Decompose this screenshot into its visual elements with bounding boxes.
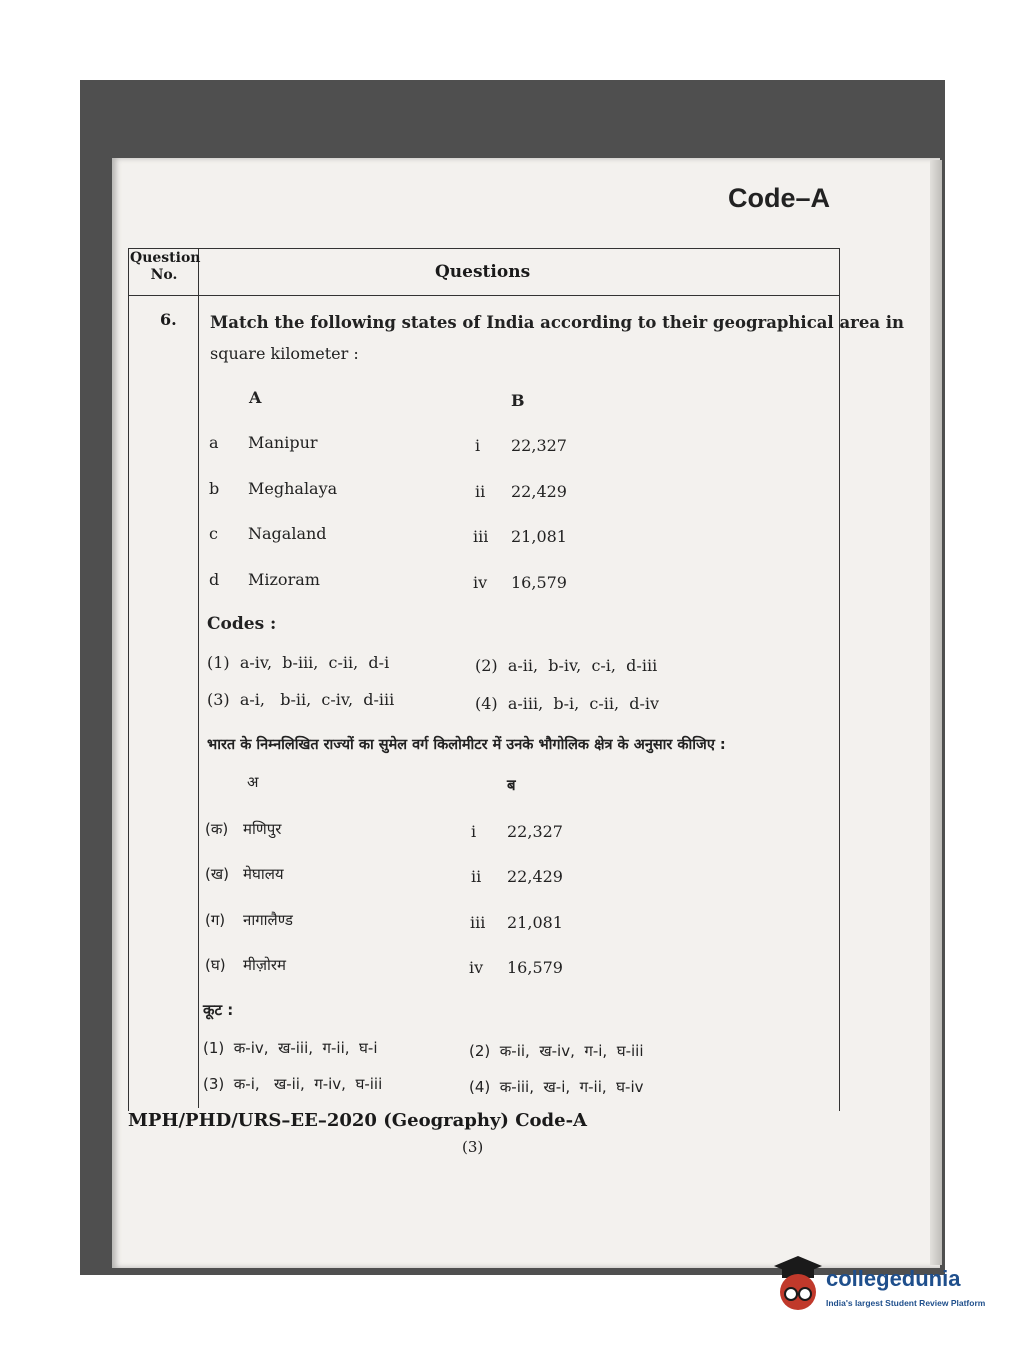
page-edge (930, 160, 942, 1265)
state-name: Mizoram (248, 570, 320, 589)
area-value: 22,327 (507, 822, 563, 841)
row-letter: c (209, 524, 218, 543)
row-letter: (ख) (205, 865, 229, 883)
watermark-tagline: India's largest Student Review Platform (826, 1298, 986, 1308)
roman-numeral: iii (473, 527, 489, 546)
codes-label: Codes : (207, 614, 277, 634)
area-value: 16,579 (507, 958, 563, 977)
row-letter: a (209, 433, 219, 452)
question-no-header: Question No. (130, 250, 201, 283)
row-letter: b (209, 479, 220, 498)
row-letter: d (209, 570, 220, 589)
question-text-hindi: भारत के निम्नलिखित राज्यों का सुमेल वर्ग किलोमीटर में उनके भौगोलिक क्षेत्र के अनुसार कीजिए : (207, 737, 726, 753)
column-a-label: A (249, 388, 262, 407)
answer-option-4: (4) a-iii, b-i, c-ii, d-iv (475, 694, 660, 713)
question-table (128, 248, 840, 1111)
area-value: 22,429 (507, 867, 563, 886)
state-name: मेघालय (243, 865, 284, 883)
area-value: 22,429 (511, 482, 567, 501)
answer-option-3-hindi: (3) क-i, ख-ii, ग-iv, घ-iii (203, 1075, 383, 1093)
question-number: 6. (160, 310, 177, 329)
table-column-divider (198, 248, 199, 1108)
area-value: 21,081 (511, 527, 567, 546)
column-b-label: B (511, 391, 525, 410)
codes-label-hindi: कूट : (203, 1001, 234, 1019)
state-name: Manipur (248, 433, 318, 452)
answer-option-1: (1) a-iv, b-iii, c-ii, d-i (207, 653, 390, 672)
bleed-through-text (130, 190, 137, 218)
roman-numeral: iv (473, 573, 488, 592)
row-letter: (ग) (205, 911, 226, 929)
answer-option-2: (2) a-ii, b-iv, c-i, d-iii (475, 656, 658, 675)
answer-option-3: (3) a-i, b-ii, c-iv, d-iii (207, 690, 395, 709)
question-text-line1: Match the following states of India according to their geographical area in (210, 313, 905, 332)
column-a-label-hindi: अ (247, 773, 259, 791)
code-heading: Code–A (728, 183, 831, 213)
watermark-name: collegedunia (826, 1266, 961, 1291)
page-number: (3) (462, 1138, 484, 1156)
answer-option-1-hindi: (1) क-iv, ख-iii, ग-ii, घ-i (203, 1039, 378, 1057)
area-value: 16,579 (511, 573, 567, 592)
roman-numeral: i (471, 822, 477, 841)
roman-numeral: i (475, 436, 481, 455)
roman-numeral: iv (469, 958, 484, 977)
answer-option-2-hindi: (2) क-ii, ख-iv, ग-i, घ-iii (469, 1042, 644, 1060)
state-name: Nagaland (248, 524, 327, 543)
roman-numeral: iii (470, 913, 486, 932)
questions-header: Questions (435, 262, 531, 282)
state-name: नागालैण्ड (243, 911, 293, 929)
area-value: 22,327 (511, 436, 567, 455)
state-name: Meghalaya (248, 479, 338, 498)
roman-numeral: ii (471, 867, 482, 886)
area-value: 21,081 (507, 913, 563, 932)
answer-option-4-hindi: (4) क-iii, ख-i, ग-ii, घ-iv (469, 1078, 644, 1096)
row-letter: (क) (205, 820, 229, 838)
roman-numeral: ii (475, 482, 486, 501)
column-b-label-hindi: ब (507, 776, 516, 794)
table-header-divider (128, 295, 840, 296)
question-text-line2: square kilometer : (210, 344, 359, 363)
state-name: मीज़ोरम (243, 956, 286, 974)
row-letter: (घ) (205, 956, 226, 974)
state-name: मणिपुर (243, 820, 282, 838)
exam-footer: MPH/PHD/URS–EE–2020 (Geography) Code-A (128, 1110, 588, 1131)
